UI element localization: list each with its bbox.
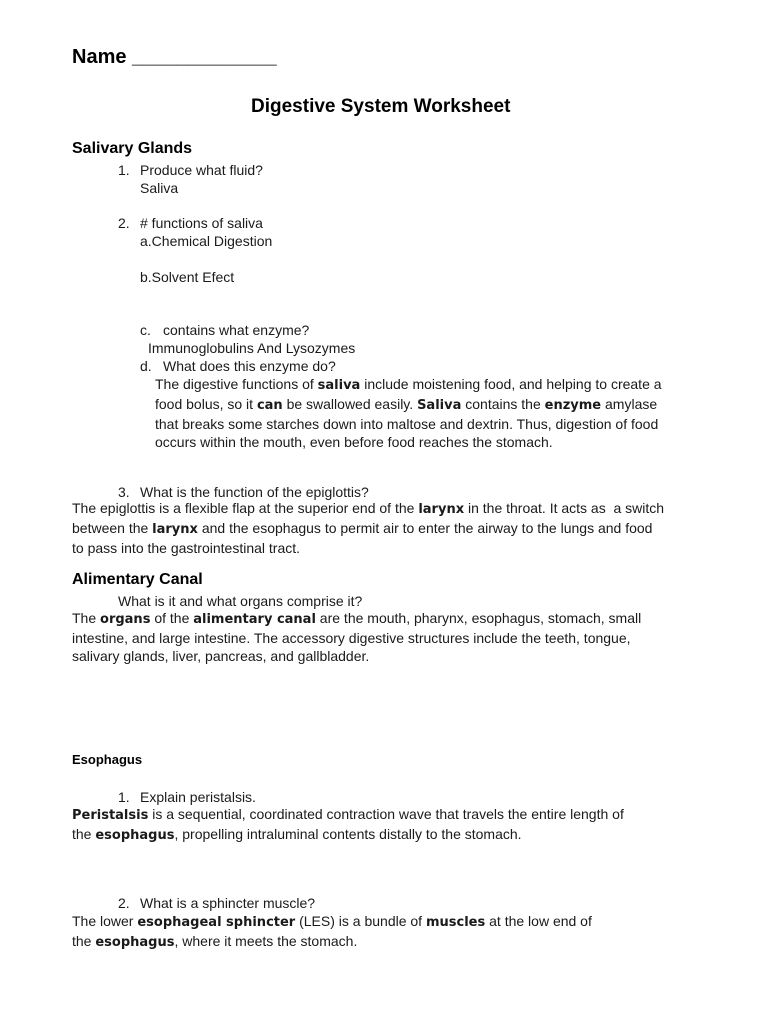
- question-number: 1.: [118, 162, 130, 178]
- question-text: What is it and what organs comprise it?: [118, 593, 363, 609]
- bold-term: can: [256, 398, 283, 413]
- text-run: the: [72, 933, 96, 949]
- paragraph-line: [72, 805, 624, 825]
- text-run: amylase: [601, 396, 658, 412]
- text-run: , propelling intraluminal contents distally to the stomach.: [174, 826, 522, 842]
- answer-paragraph: [155, 375, 662, 451]
- text-run: of the: [150, 610, 194, 626]
- question-text: Explain peristalsis.: [140, 789, 256, 805]
- text-run: salivary glands, liver, pancreas, and gallbladder.: [72, 648, 370, 664]
- question-number: 2.: [118, 895, 130, 911]
- bold-term: muscles: [425, 915, 486, 930]
- bold-term: esophagus: [95, 935, 175, 950]
- text-run: food bolus, so it: [155, 396, 257, 412]
- answer-text: Immunoglobulins And Lysozymes: [148, 340, 356, 356]
- bold-term: saliva: [317, 378, 361, 393]
- bold-term: organs: [100, 612, 151, 627]
- text-run: and the esophagus to permit air to enter the airway to the lungs and food: [197, 520, 653, 536]
- text-run: occurs within the mouth, even before food reaches the stomach.: [155, 434, 553, 450]
- text-run: (LES) is a bundle of: [295, 913, 426, 929]
- answer-paragraph: [72, 609, 641, 665]
- text-run: between the: [72, 520, 153, 536]
- paragraph-line: [72, 825, 624, 845]
- bold-term: alimentary canal: [193, 612, 316, 627]
- paragraph-line: [72, 519, 664, 539]
- question-text: Produce what fluid?: [140, 162, 263, 178]
- answer-paragraph: [72, 499, 664, 557]
- bold-term: Peristalsis: [72, 808, 149, 823]
- paragraph-line: [72, 912, 592, 932]
- text-run: is a sequential, coordinated contraction wave that travels the entire length of: [148, 806, 624, 822]
- text-run: The lower: [72, 913, 138, 929]
- question-letter: d.: [140, 358, 152, 374]
- section-heading-salivary-glands: Salivary Glands: [72, 140, 193, 157]
- question-number: 2.: [118, 215, 130, 231]
- paragraph-line: [72, 499, 664, 519]
- question-text: What is the function of the epiglottis?: [140, 484, 369, 500]
- question-text: # functions of saliva: [140, 215, 263, 231]
- paragraph-line: [72, 629, 641, 647]
- text-run: contains the: [461, 396, 545, 412]
- bold-term: Saliva: [417, 398, 462, 413]
- text-run: intestine, and large intestine. The accessory digestive structures include the teeth, tongue,: [72, 630, 631, 646]
- text-run: be swallowed easily.: [282, 396, 418, 412]
- text-run: include moistening food, and helping to create a: [360, 376, 662, 392]
- name-field-label: Name _____________: [72, 46, 277, 68]
- paragraph-line: [72, 539, 664, 557]
- question-number: 1.: [118, 789, 130, 805]
- answer-paragraph: [72, 805, 624, 845]
- question-text: contains what enzyme?: [163, 322, 310, 338]
- text-run: to pass into the gastrointestinal tract.: [72, 540, 301, 556]
- question-text: What does this enzyme do?: [163, 358, 336, 374]
- bold-term: larynx: [418, 502, 465, 517]
- paragraph-line: [72, 647, 641, 665]
- text-run: the: [72, 826, 96, 842]
- paragraph-line: [72, 932, 592, 952]
- bold-term: larynx: [152, 522, 198, 537]
- answer-text: Saliva: [140, 180, 179, 196]
- paragraph-line: [155, 395, 662, 415]
- question-text: What is a sphincter muscle?: [140, 895, 316, 911]
- answer-paragraph: [72, 912, 592, 952]
- text-run: , where it meets the stomach.: [174, 933, 358, 949]
- text-run: at the low end of: [485, 913, 592, 929]
- text-run: that breaks some starches down into maltose and dextrin. Thus, digestion of food: [155, 416, 659, 432]
- section-heading-esophagus: Esophagus: [72, 752, 143, 767]
- text-run: are the mouth, pharynx, esophagus, stomach, small: [315, 610, 642, 626]
- paragraph-line: [155, 415, 662, 433]
- text-run: The: [72, 610, 101, 626]
- section-heading-alimentary-canal: Alimentary Canal: [72, 571, 203, 588]
- bold-term: esophageal sphincter: [137, 915, 296, 930]
- bold-term: esophagus: [95, 828, 175, 843]
- text-run: in the throat. It acts as a switch: [464, 500, 665, 516]
- question-number: 3.: [118, 484, 130, 500]
- bold-term: enzyme: [544, 398, 602, 413]
- paragraph-line: [155, 375, 662, 395]
- paragraph-line: [155, 433, 662, 451]
- answer-text: b.Solvent Efect: [140, 269, 235, 285]
- paragraph-line: [72, 609, 641, 629]
- text-run: The epiglottis is a flexible flap at the superior end of the: [72, 500, 419, 516]
- question-letter: c.: [140, 322, 151, 338]
- answer-text: a.Chemical Digestion: [140, 233, 273, 249]
- text-run: The digestive functions of: [155, 376, 318, 392]
- page-title: Digestive System Worksheet: [251, 96, 511, 117]
